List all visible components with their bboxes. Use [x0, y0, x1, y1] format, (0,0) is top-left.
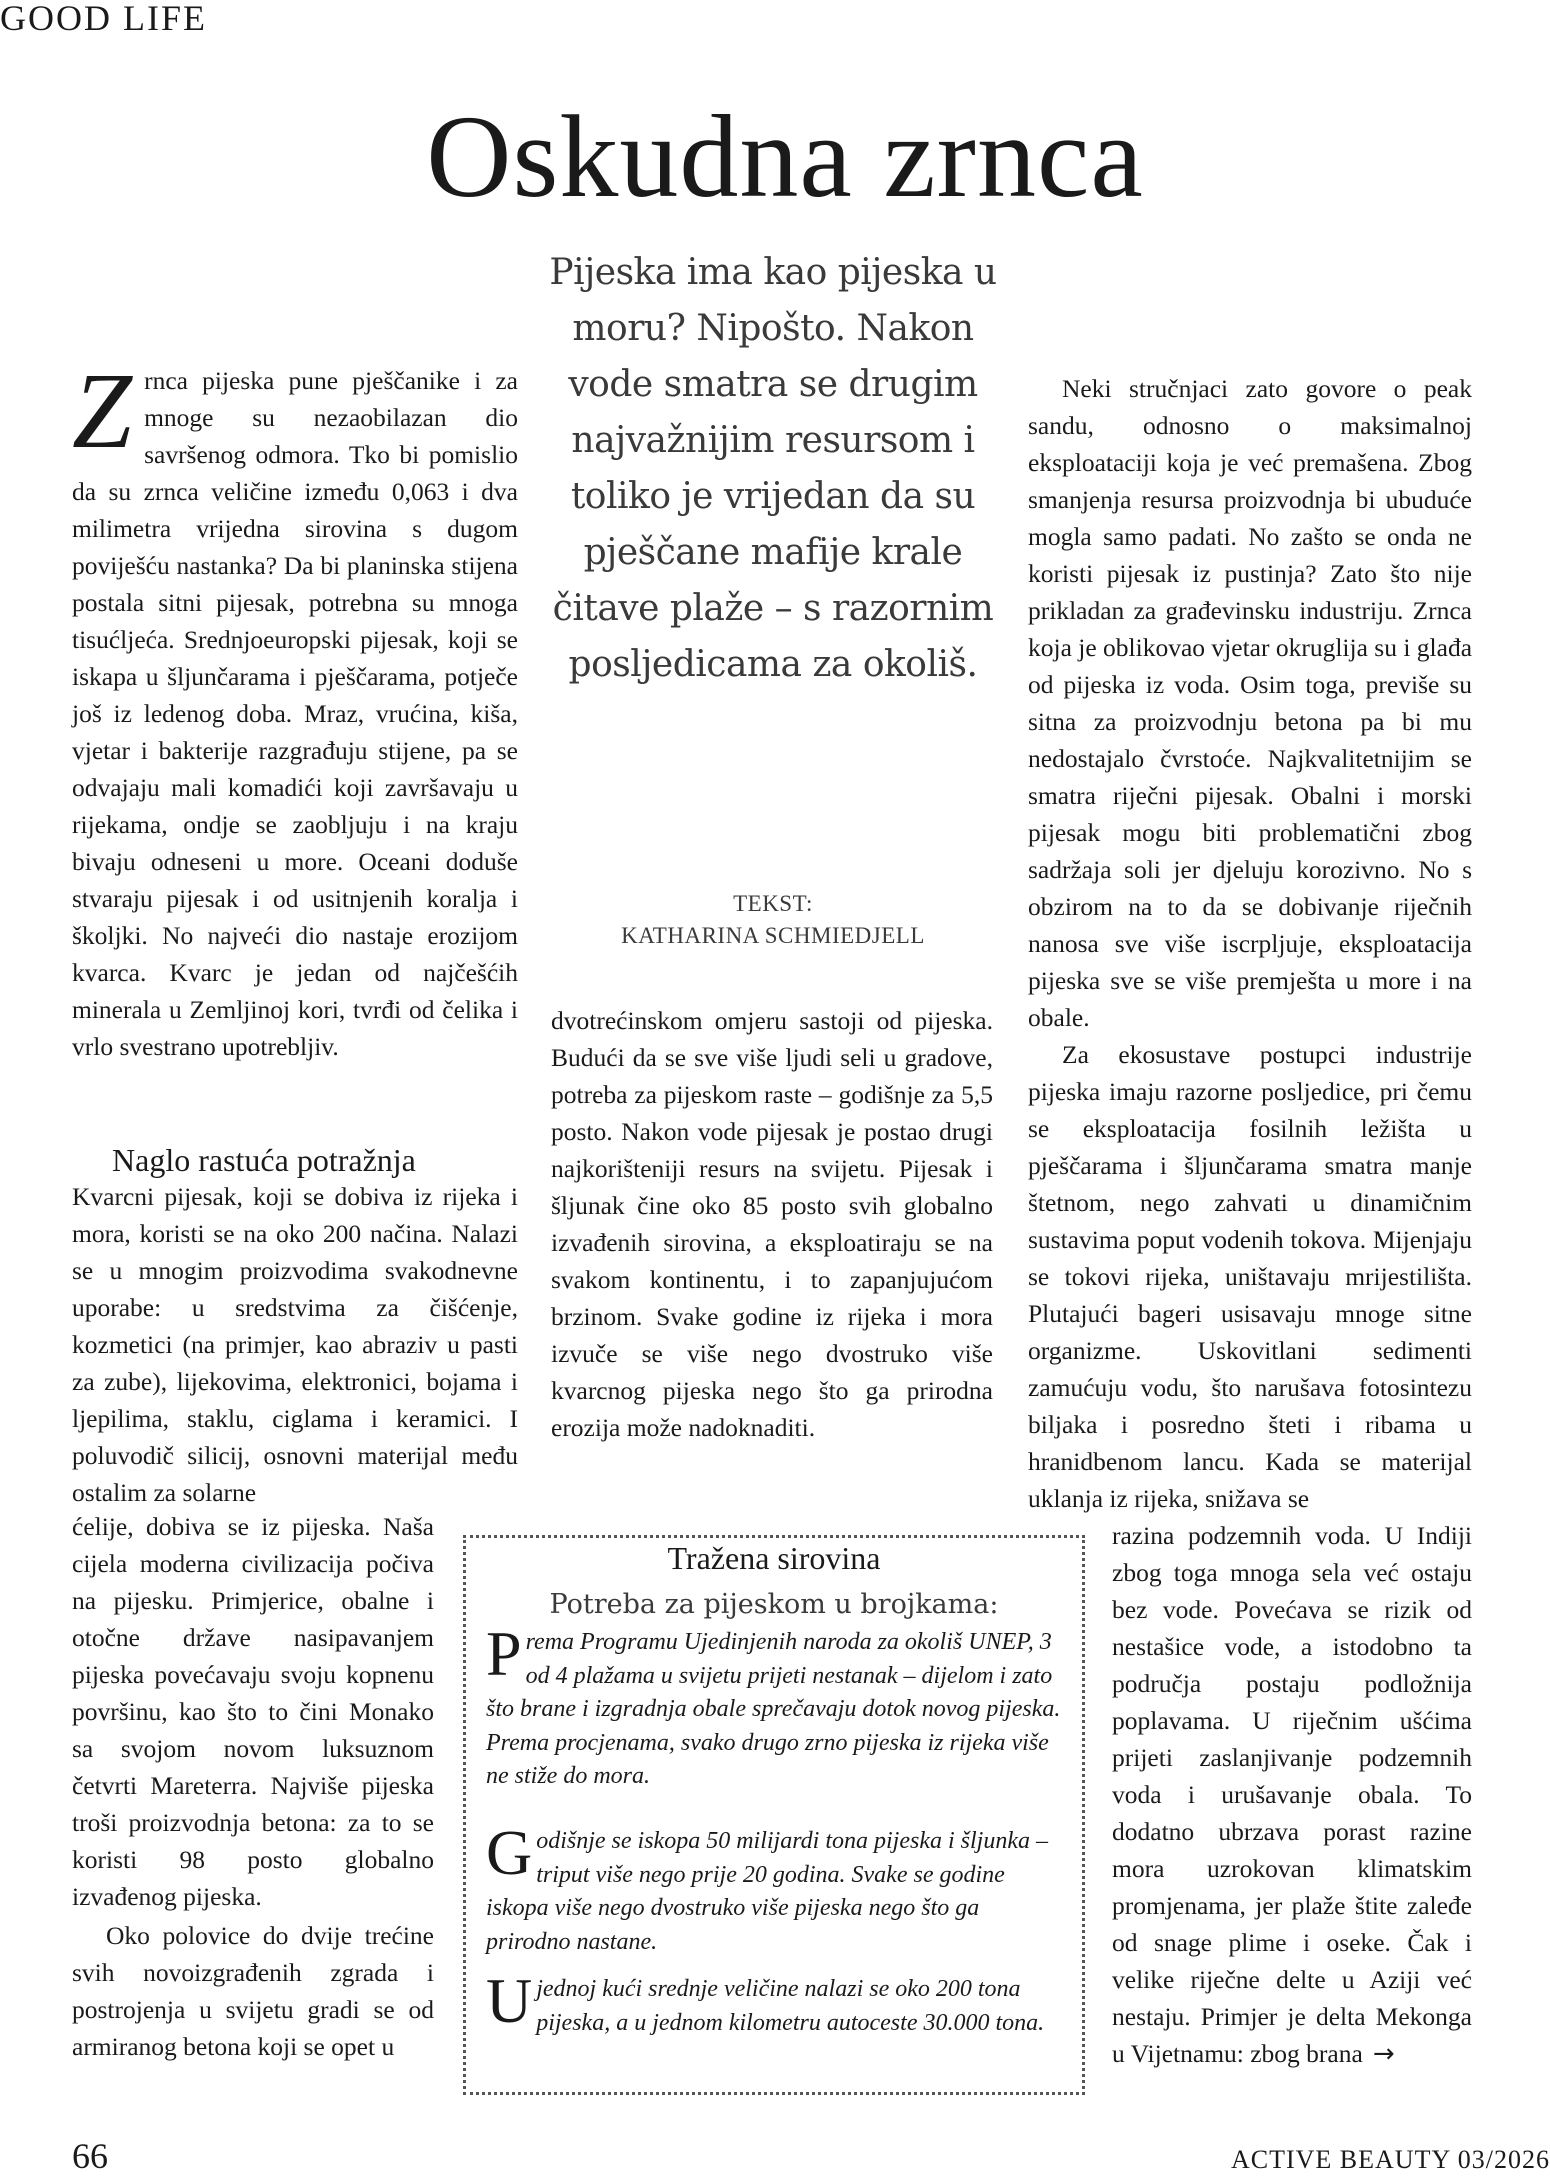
body-paragraph: Za ekosustave postupci industrije pijeska imaju razorne posljedice, pri čemu se eksploatacija fosilnih ležišta u pješčarama i šljunčarama smatra manje štetnom, nego zahvati u dinamičnim sustavima poput vodenih tokova. Mijenjaju se tokovi rijeka, uništavaju mrijestilišta. Plutajući bageri usisavaju mnoge sitne organizme. Uskovitlani sedimenti zamućuju vodu, što narušava fotosintezu biljaka i posredno šteti i ribama u hranidbenom lancu. Kada se materijal uklanja iz rijeka, snižava se [1028, 1040, 1472, 1513]
fact-text: rema Programu Ujedinjenih naroda za okoliš UNEP, 3 od 4 plažama u svijetu prijeti nestanak – dijelom i zato što brane i izgradnja obale sprečavaju dotok novog pijeska. Prema procjenama, svako drugo zrno pijeska iz rijeka više ne stiže do mora. [486, 1629, 1061, 1789]
sidebar-fact-1 [486, 1618, 1064, 1794]
byline-author: KATHARINA SCHMIEDJELL [621, 923, 925, 948]
body-paragraph: Neki stručnjaci zato govore o peak sandu, odnosno o maksimalnoj eksploataciji koja je već premašena. Zbog smanjenja resursa proizvodnja bi ubuduće mogla samo padati. No zašto se onda ne koristi pijesak iz pustinja? Zato što nije prikladan za građevinsku industriju. Zrnca koja je oblikovao vjetar okruglija su i glađa od pijeska iz voda. Osim toga, previše su sitna za proizvodnju betona pa bi mu nedostajalo čvrstoće. Najkvalitetnijim se smatra riječni pijesak. Obalni i morski pijesak mogu biti problematični zbog sadržaja soli jer djeluju korozivno. No s obzirom na to da se dobivanje riječnih nanosa sve više iscrpljuje, eksploatacija pijeska sve se više premješta u more i na obale. [1028, 374, 1473, 1032]
sidebar-box [463, 1535, 1085, 2095]
fact-text: jednoj kući srednje veličine nalazi se oko 200 tona pijeska, a u jednom kilometru autoceste 30.000 tona. [536, 1976, 1045, 2036]
pull-quote: Pijeska ima kao pijeska u moru? Nipošto. Nakon vode smatra se drugim najvažnijim resursom i toliko je vrijedan da su pješčane mafije krale čitave plaže – s razornim posljedicama za okoliš. [549, 252, 997, 685]
body-paragraph: Kvarcni pijesak, koji se dobiva iz rijeka i mora, koristi se na oko 200 načina. Nalazi se u mnogim proizvodima svakodnevne uporabe: u sredstvima za čišćenje, kozmetici (na primjer, kao abraziv u pasti za zube), lijekovima, elektronici, bojama i ljepilima, staklu, ciglama i keramici. I poluvodič silicij, osnovni materijal među ostalim za solarne [72, 1182, 518, 1507]
body-paragraph: Oko polovice do dvije trećine svih novoizgrađenih zgrada i postrojenja u svijetu gradi se od armiranog betona koji se opet u [72, 1921, 434, 2061]
continue-arrow-icon: → [1372, 2039, 1395, 2069]
byline [548, 888, 998, 952]
magazine-issue-label: ACTIVE BEAUTY 03/2026 [1230, 2145, 1550, 2174]
fact-initial: U [486, 1965, 533, 2036]
article-title: Oskudna zrnca [426, 91, 1144, 222]
sidebar-fact-2 [486, 1817, 1064, 1959]
column-3-continued [1112, 1517, 1472, 2073]
body-paragraph: razina podzemnih voda. U Indiji zbog toga mnoga sela već ostaju bez vode. Povećava se rizik od nestašice vode, a istodobno ta područja postaju podložnija poplavama. U riječnim ušćima prijeti zaslanjivanje podzemnih voda i urušavanje obala. To dodatno ubrzava porast razine mora uzrokovan klimatskim promjenama, jer plaže štite zaleđe od snage plime i oseke. Čak i velike riječne delte u Aziji već nestaju. Primjer je delta Mekonga u Vijetnamu: zbog brana [1112, 1521, 1472, 2068]
fact-initial: P [486, 1618, 522, 1689]
sidebar-fact-3 [486, 1965, 1064, 2040]
column-1-intro [72, 352, 518, 1065]
fact-text: odišnje se iskopa 50 milijardi tona pijeska i šljunka – triput više nego prije 20 godina. Svake se godine iskopa više nego dvostruko više pijeska nego što ga prirodno nastane. [486, 1828, 1048, 1955]
fact-initial: G [486, 1817, 533, 1888]
byline-label: TEKST: [733, 891, 813, 916]
sidebar-subtitle: Potreba za pijeskom u brojkama: [549, 1589, 999, 1620]
column-1-paragraph-c [72, 1917, 434, 2065]
page-number: 66 [72, 2136, 108, 2176]
body-paragraph: dvotrećinskom omjeru sastoji od pijeska. Budući da se sve više ljudi seli u gradove, potreba za pijeskom raste – godišnje za 5,5 posto. Nakon vode pijesak je postao drugi najkorišteniji resurs na svijetu. Pijesak i šljunak čine oko 85 posto svih globalno izvađenih sirovina, a eksploatiraju se na svakom kontinentu, i to zapanjujućom brzinom. Svake godine iz rijeka i mora izvuče se više nego dvostruko više kvarcnog pijeska nego što ga prirodna erozija može nadoknaditi. [551, 1006, 993, 1442]
subheading: Naglo rastuća potražnja [112, 1142, 416, 1178]
column-2 [551, 1002, 993, 1446]
section-label: GOOD LIFE [0, 0, 207, 38]
sidebar-title: Tražena sirovina [667, 1540, 881, 1576]
column-1-paragraph-a [72, 1178, 518, 1511]
body-paragraph: ćelije, dobiva se iz pijeska. Naša cijela moderna civilizacija počiva na pijesku. Primjerice, obalne i otočne države nasipavanjem pijeska povećavaju svoju kopnenu površinu, kao što to čini Monako sa svojom novom luksuznom četvrti Mareterra. Najviše pijeska troši proizvodnja betona: za to se koristi 98 posto globalno izvađenog pijeska. [72, 1512, 434, 1911]
intro-paragraph: rnca pijeska pune pješčanike i za mnoge su nezaobilazan dio savršenog odmora. Tko bi pomislio da su zrnca veličine između 0,063 i dva milimetra vrijedna sirovina s dugom poviješću nastanka? Da bi planinska stijena postala sitni pijesak, potrebna su mnoga tisućljeća. Srednjoeuropski pijesak, koji se iskapa u šljunčarama i pješčarama, potječe još iz ledenog doba. Mraz, vrućina, kiša, vjetar i bakterije razgrađuju stijene, pa se odvajaju mali komadići koji završavaju u rijekama, ondje se zaobljuju i na kraju bivaju odneseni u more. Oceani doduše stvaraju pijesak i od usitnjenih koralja i školjki. No najveći dio nastaje erozijom kvarca. Kvarc je jedan od najčešćih minerala u Zemljinoj kori, tvrđi od čelika i vrlo svestrano upotrebljiv. [72, 366, 518, 1061]
drop-cap: Z [72, 352, 133, 471]
column-3 [1028, 370, 1472, 1517]
column-1-paragraph-b [72, 1508, 434, 1915]
